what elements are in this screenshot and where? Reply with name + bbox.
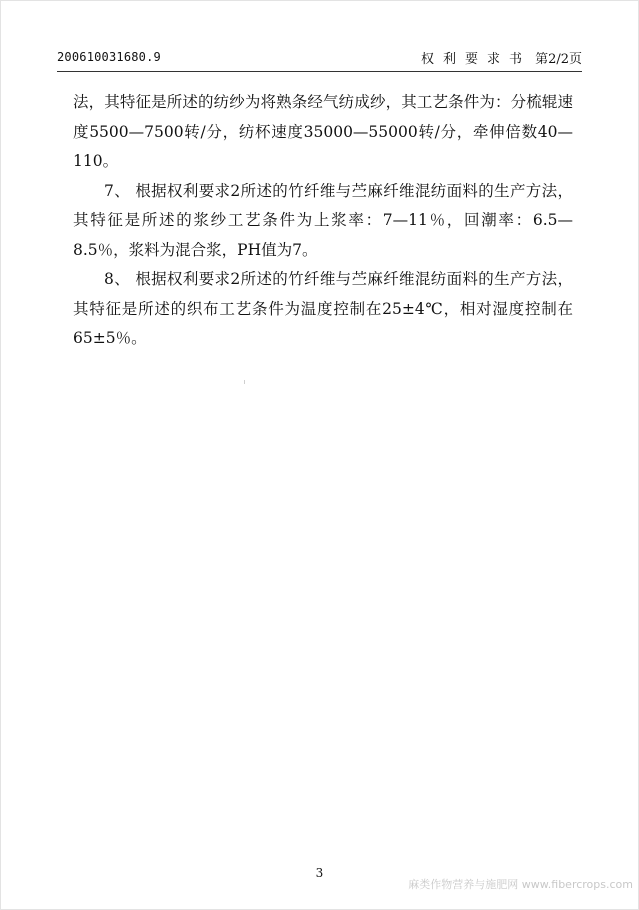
scan-speck <box>244 380 245 384</box>
claim-paragraph: 法，其特征是所述的纺纱为将熟条经气纺成纱，其工艺条件为：分梳辊速度5500—7500转/分，纺杯速度35000—55000转/分，牵伸倍数40—110。 <box>73 93 573 170</box>
header-rule <box>57 71 582 72</box>
claim-paragraph: 8、 根据权利要求2所述的竹纤维与苎麻纤维混纺面料的生产方法，其特征是所述的织布工艺条件为温度控制在25±4℃，相对湿度控制在65±5％。 <box>73 270 573 347</box>
claim-paragraph: 7、 根据权利要求2所述的竹纤维与苎麻纤维混纺面料的生产方法，其特征是所述的浆纱工艺条件为上浆率：7—11％，回潮率：6.5—8.5％，浆料为混合浆，PH值为7。 <box>73 181 573 259</box>
watermark: 麻类作物营养与施肥网 www.fibercrops.com <box>408 878 633 891</box>
page-number: 3 <box>315 866 324 880</box>
claims-body <box>73 88 573 354</box>
header-right <box>421 48 582 67</box>
page-label: 第2/2页 <box>535 52 582 67</box>
page-header <box>57 44 582 72</box>
application-number: 200610031680.9 <box>57 50 161 64</box>
document-type: 权利要求书 <box>421 52 532 67</box>
